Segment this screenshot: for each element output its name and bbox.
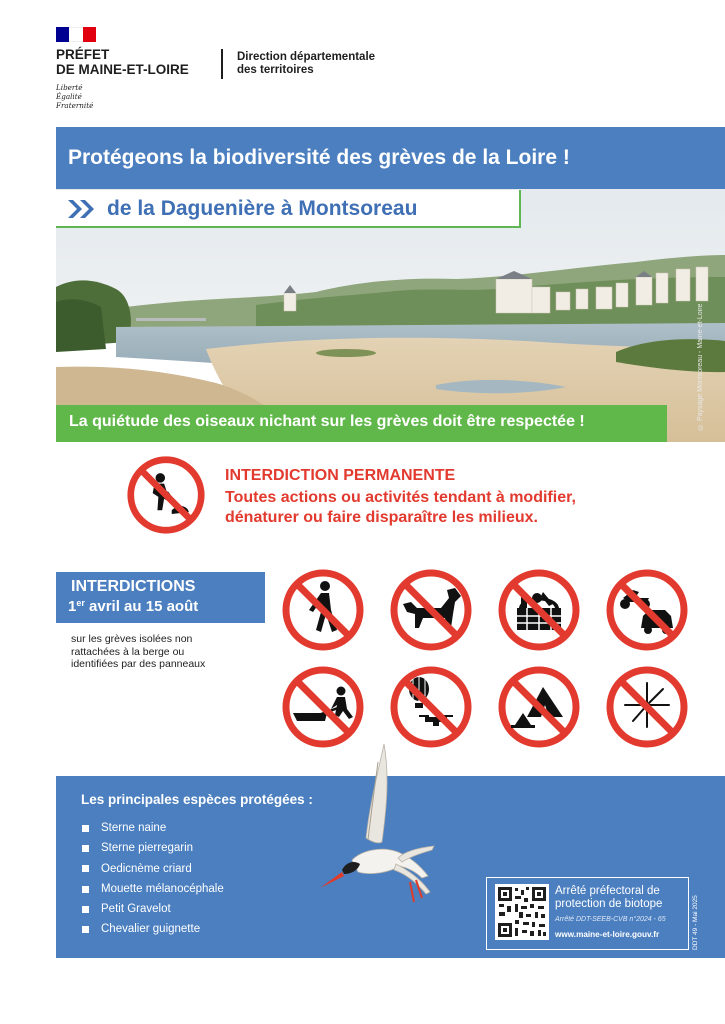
balloon-drone-icon [389, 665, 473, 749]
list-item [82, 818, 224, 838]
permanent-ban-title: INTERDICTION PERMANENTE [225, 467, 456, 484]
no-digging-icon [126, 455, 206, 535]
devise-fraternite: Fraternité [56, 101, 94, 110]
header [56, 27, 476, 117]
dog-icon [389, 568, 473, 652]
list-item [82, 859, 224, 879]
motor-vehicle-icon [605, 568, 689, 652]
species-name: Sterne pierregarin [101, 842, 194, 855]
seasonal-ban-title: INTERDICTIONS [71, 578, 196, 595]
permanent-ban-line1: Toutes actions ou activités tendant à modifier, [225, 489, 576, 506]
date-day: 1 [68, 598, 77, 615]
bullet-icon [82, 886, 89, 893]
bullet-icon [82, 865, 89, 872]
document-code: DDT 49 - Mai 2025 [692, 895, 699, 950]
list-item [82, 879, 224, 899]
subtitle-text: de la Daguenière à Montsoreau [107, 197, 418, 220]
ddt-line1: Direction départementale [237, 51, 376, 63]
prefet-title [56, 47, 189, 77]
species-name: Oedicnème criard [101, 862, 192, 875]
bullet-icon [82, 926, 89, 933]
arrete-line1: Arrêté préfectoral de [555, 885, 660, 897]
arrete-title [555, 885, 662, 911]
species-title: Les principales espèces protégées : [81, 792, 313, 807]
tern-bird-icon [312, 742, 442, 917]
note-line2: rattachées à la berge ou [71, 645, 185, 658]
bullet-icon [82, 906, 89, 913]
date-rest: avril au 15 août [84, 598, 199, 615]
devise [56, 83, 93, 110]
species-name: Chevalier guignette [101, 923, 201, 936]
arrete-reference: Arrêté DDT-SEEB-CVB n°2024 - 65 [555, 916, 666, 923]
double-chevron-icon [66, 198, 98, 220]
camping-fire-icon [497, 665, 581, 749]
prefet-line2: DE MAINE-ET-LOIRE [56, 62, 189, 77]
ddt-name [237, 51, 375, 77]
permanent-ban-line2: dénaturer ou faire disparaître les milieux. [225, 509, 538, 526]
list-item [82, 919, 224, 939]
header-separator [221, 49, 223, 79]
website-link[interactable]: www.maine-et-loire.gouv.fr [555, 930, 660, 939]
devise-liberte: Liberté [56, 83, 83, 92]
devise-egalite: Égalité [56, 92, 82, 101]
note-line3: identifiées par des panneaux [71, 658, 206, 670]
prefet-line1: PRÉFET [56, 47, 110, 62]
boat-landing-icon [281, 665, 365, 749]
bullet-icon [82, 845, 89, 852]
fireworks-icon [605, 665, 689, 749]
list-item [82, 838, 224, 858]
marianne-flag-icon [56, 27, 96, 42]
species-name: Sterne naine [101, 822, 167, 834]
species-name: Petit Gravelot [101, 903, 171, 916]
seasonal-ban-dates [68, 598, 198, 615]
ddt-line2: des territoires [237, 64, 314, 76]
date-sup: er [76, 598, 85, 608]
species-name: Mouette mélanocéphale [101, 882, 224, 895]
picnic-icon [497, 568, 581, 652]
note-line1: sur les grèves isolées non [71, 633, 193, 645]
qr-code-icon[interactable] [495, 884, 549, 940]
main-title: Protégeons la biodiversité des grèves de la Loire ! [68, 146, 570, 169]
bullet-icon [82, 825, 89, 832]
arrete-line2: protection de biotope [555, 898, 663, 910]
species-list [82, 818, 224, 940]
list-item [82, 899, 224, 919]
seasonal-ban-note [71, 633, 261, 671]
pedestrian-icon [281, 568, 365, 652]
photo-credit: © Paysage Montsoreau - Maine-et-Loire [697, 303, 704, 430]
permanent-ban-text [225, 488, 576, 528]
respect-message: La quiétude des oiseaux nichant sur les grèves doit être respectée ! [69, 413, 585, 430]
